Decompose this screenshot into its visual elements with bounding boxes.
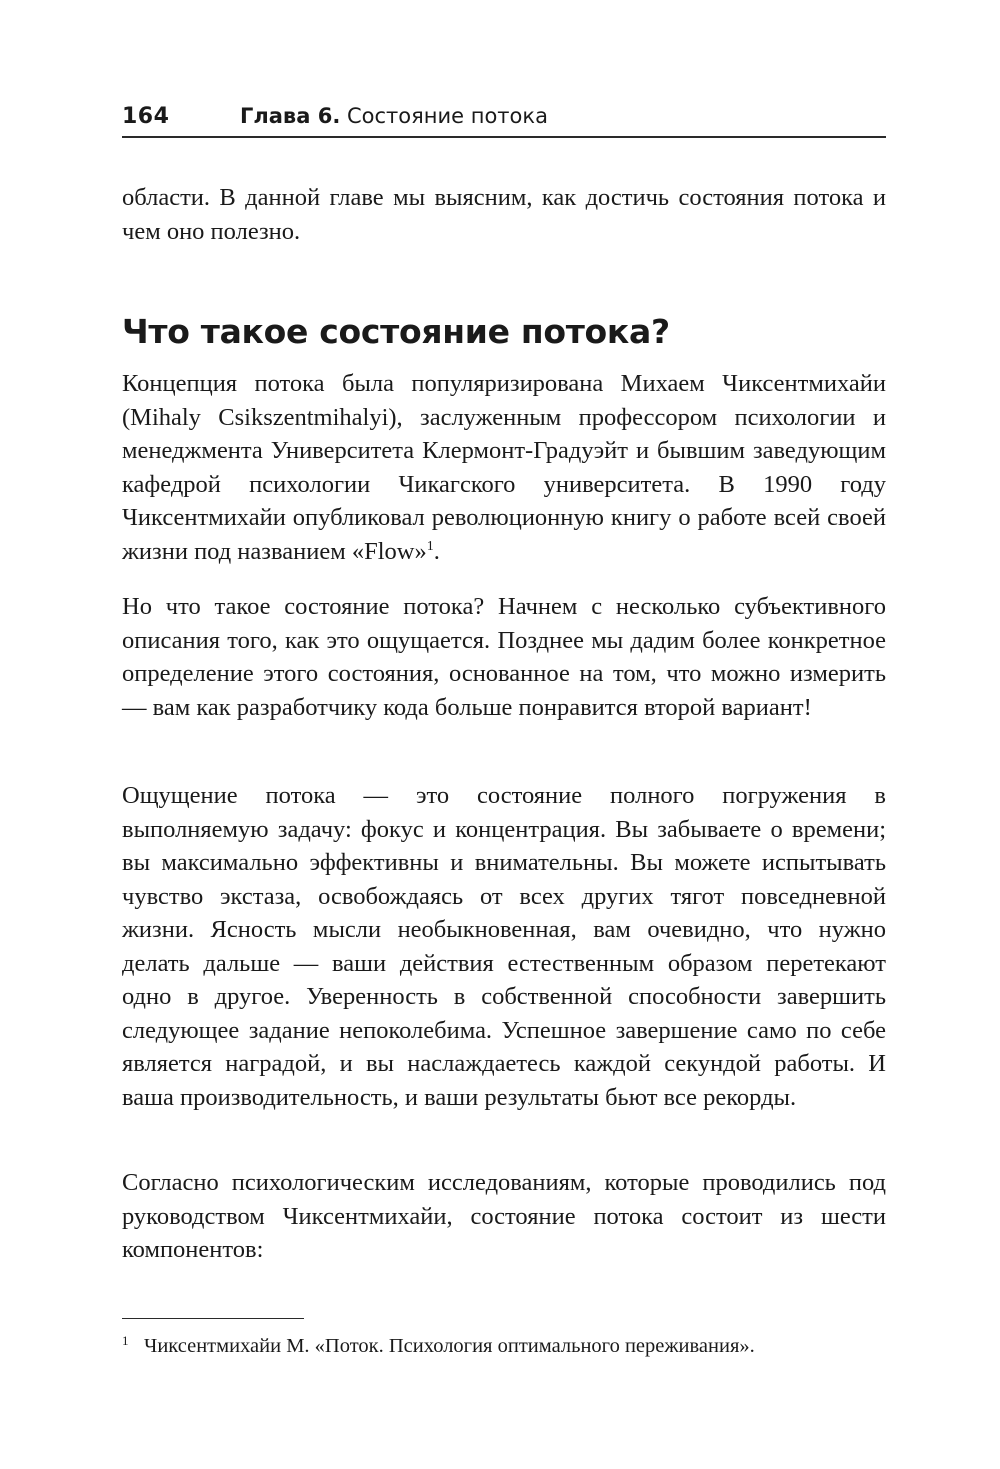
paragraph-components: Согласно психологическим исследованиям, которые проводились под руководством Чиксентмихайи, состояние потока состоит из шести компонентов: xyxy=(122,1169,886,1263)
paragraph-concept-tail: . xyxy=(433,537,440,565)
paragraph-concept-text: Концепция потока была популяризирована Михаем Чиксентмихайи (Mihaly Csikszentmihalyi), заслуженным профессором психологии и менеджмента Университета Клермонт-Градуэйт и бывшим заведующим кафедрой психологии Чикагского университета. В 1990 году Чиксентмихайи опубликовал революционную книгу о работе всей своей жизни под названием «Flow» xyxy=(122,370,886,565)
chapter-title: Состояние потока xyxy=(346,104,548,128)
paragraph-concept xyxy=(122,367,886,568)
page-number: 164 xyxy=(122,104,170,129)
book-page xyxy=(122,0,886,1469)
footnote-divider xyxy=(122,1318,304,1319)
running-header xyxy=(122,100,886,138)
chapter-label: Глава 6. xyxy=(240,104,341,128)
section-heading: Что такое состояние потока? xyxy=(122,312,670,351)
footnote-marker: 1 xyxy=(122,1333,129,1348)
intro-paragraph: области. В данной главе мы выясним, как достичь состояния потока и чем оно полезно. xyxy=(122,184,886,245)
paragraph-experience: Ощущение потока — это состояние полного погружения в выполняемую задачу: фокус и концентрация. Вы забываете о времени; вы максимально эффективны и внимательны. Вы можете испытывать чувство экстаза, освобождаясь от всех других тягот повседневной жизни. Ясность мысли необыкновенная, вам очевидно, что нужно делать дальше — ваши действия естественным образом перетекают одно в другое. Уверенность в собственной способности завершить следующее задание непоколебима. Успешное завершение само по себе является наградой, и вы наслаждаетесь каждой секундой работы. И ваша производительность, и ваши результаты бьют все рекорды. xyxy=(122,782,886,1111)
footnote xyxy=(122,1326,886,1361)
footnote-text: Чиксентмихайи М. «Поток. Психология оптимального переживания». xyxy=(144,1335,755,1357)
paragraph-question: Но что такое состояние потока? Начнем с несколько субъективного описания того, как это ощущается. Позднее мы дадим более конкретное определение этого состояния, основанное на том, что можно измерить — вам как разработчику кода больше понравится второй вариант! xyxy=(122,593,886,721)
footnote-reference[interactable]: 1 xyxy=(426,538,434,554)
